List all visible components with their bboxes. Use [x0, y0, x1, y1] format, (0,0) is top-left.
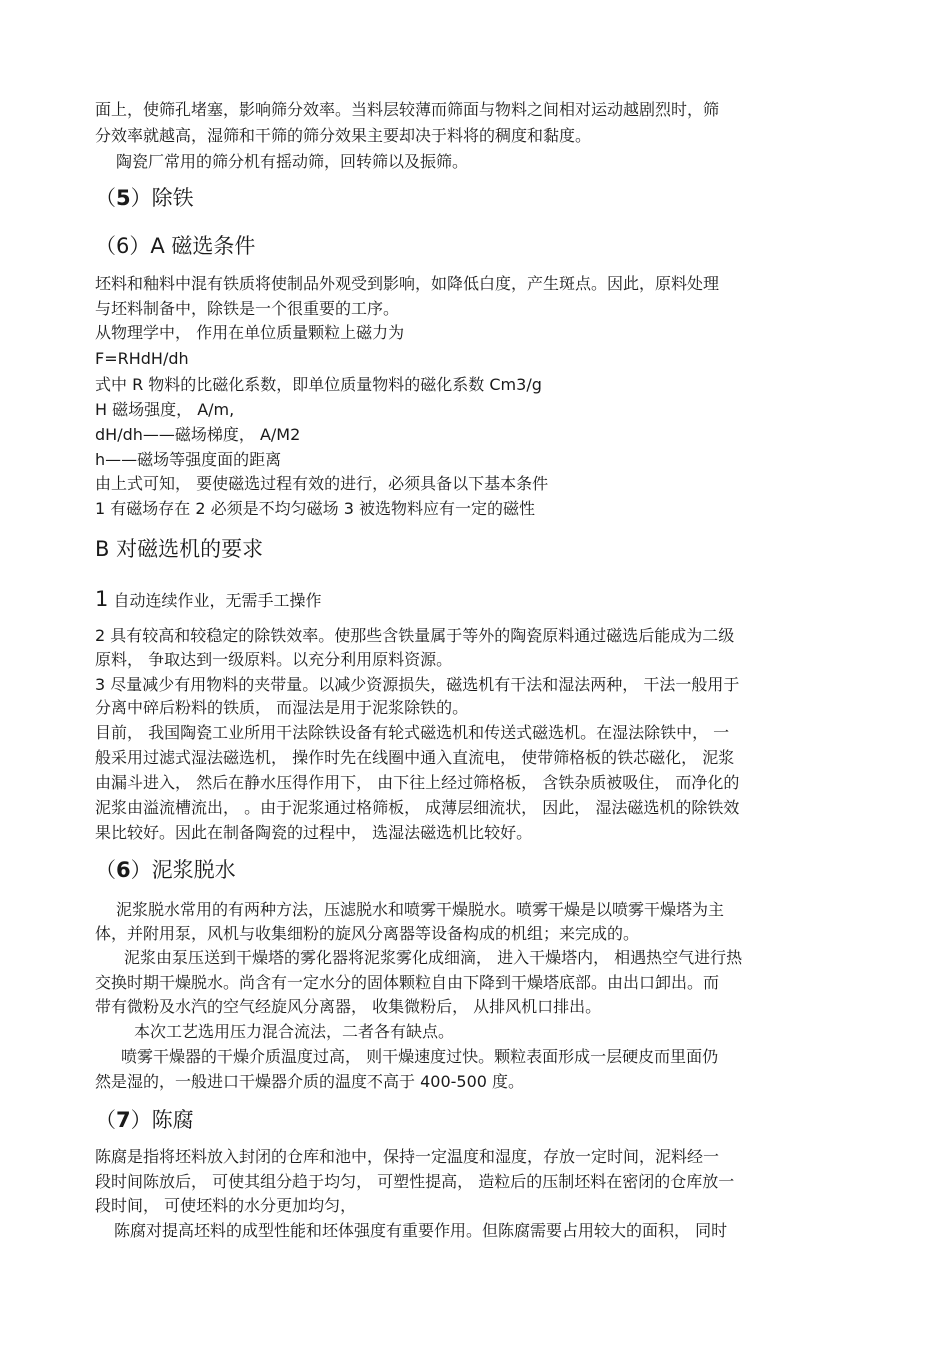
body-text-line: 原料， 争取达到一级原料。以充分利用原料资源。	[95, 650, 453, 669]
body-text-line: 泥浆由泵压送到干燥塔的雾化器将泥浆雾化成细滴， 进入干燥塔内， 相遇热空气进行热	[124, 948, 743, 967]
body-text-line: 式中 R 物料的比磁化系数，即单位质量物料的磁化系数 Cm3/g	[95, 375, 542, 394]
section-heading-6a: （6）A 磁选条件	[95, 234, 256, 258]
section-heading-5: （5）除铁	[95, 186, 194, 210]
body-text-line: 果比较好。因此在制备陶瓷的过程中， 选湿法磁选机比较好。	[95, 823, 533, 842]
body-text-line: 由上式可知， 要使磁选过程有效的进行，必须具备以下基本条件	[95, 474, 549, 493]
body-text-line: 分离中碎后粉料的铁质， 而湿法是用于泥浆除铁的。	[95, 698, 469, 717]
body-text-line: 1 有磁场存在 2 必须是不均匀磁场 3 被选物料应有一定的磁性	[95, 499, 535, 518]
body-text-line: 体，并附用泵，风机与收集细粉的旋风分离器等设备构成的机组；来完成的。	[95, 924, 640, 943]
body-text-line: H 磁场强度， A/m,	[95, 400, 235, 419]
body-text-line: 泥浆由溢流槽流出， 。由于泥浆通过格筛板， 成薄层细流状， 因此， 湿法磁选机的除铁效	[95, 798, 740, 817]
body-text-line: 泥浆脱水常用的有两种方法，压滤脱水和喷雾干燥脱水。喷雾干燥是以喷雾干燥塔为主	[116, 900, 725, 919]
body-text-line: 坯料和釉料中混有铁质将使制品外观受到影响，如降低白度，产生斑点。因此，原料处理	[95, 274, 720, 293]
body-text-line: 陈腐对提高坯料的成型性能和坯体强度有重要作用。但陈腐需要占用较大的面积， 同时	[114, 1221, 728, 1240]
body-text-line: dH/dh——磁场梯度， A/M2	[95, 425, 301, 444]
body-text-line: 目前， 我国陶瓷工业所用干法除铁设备有轮式磁选机和传送式磁选机。在湿法除铁中， 一	[95, 723, 730, 742]
body-text-line: 分效率就越高，湿筛和干筛的筛分效果主要却决于料将的稠度和黏度。	[95, 126, 592, 145]
body-text-line: 交换时期干燥脱水。尚含有一定水分的固体颗粒自由下降到干燥塔底部。由出口卸出。而	[95, 973, 720, 992]
formula-line: F=RHdH/dh	[95, 349, 189, 368]
body-text-line: 2 具有较高和较稳定的除铁效率。使那些含铁量属于等外的陶瓷原料通过磁选后能成为二级	[95, 626, 735, 645]
body-text-line: 本次工艺选用压力混合流法，二者各有缺点。	[134, 1022, 455, 1041]
section-heading-7: （7）陈腐	[95, 1108, 194, 1132]
body-text-line: 从物理学中， 作用在单位质量颗粒上磁力为	[95, 323, 405, 342]
body-text-line: 1 自动连续作业，无需手工操作	[95, 587, 322, 611]
body-text-line: 带有微粉及水汽的空气经旋风分离器， 收集微粉后， 从排风机口排出。	[95, 997, 602, 1016]
body-text-line: 陈腐是指将坯料放入封闭的仓库和池中，保持一定温度和湿度，存放一定时间，泥料经一	[95, 1147, 720, 1166]
body-text-line: 3 尽量减少有用物料的夹带量。以减少资源损失，磁选机有干法和湿法两种， 干法一般用于	[95, 675, 740, 694]
body-text-line: 然是湿的，一般进口干燥器介质的温度不高于 400-500 度。	[95, 1072, 525, 1091]
body-text-line: 由漏斗进入， 然后在静水压得作用下， 由下往上经过筛格板， 含铁杂质被吸住， 而净化的	[95, 773, 740, 792]
body-text-line: 般采用过滤式湿法磁选机， 操作时先在线圈中通入直流电， 使带筛格板的铁芯磁化， 泥浆	[95, 748, 735, 767]
body-text-line: 段时间， 可使坯料的水分更加均匀，	[95, 1196, 357, 1215]
body-text-line: h——磁场等强度面的距离	[95, 450, 282, 469]
section-heading-b: B 对磁选机的要求	[95, 537, 264, 561]
section-heading-6b: （6）泥浆脱水	[95, 858, 236, 882]
body-text-line: 陶瓷厂常用的筛分机有摇动筛，回转筛以及振筛。	[116, 152, 469, 171]
body-text-line: 面上，使筛孔堵塞，影响筛分效率。当料层较薄而筛面与物料之间相对运动越剧烈时，筛	[95, 100, 720, 119]
body-text-line: 段时间陈放后， 可使其组分趋于均匀， 可塑性提高， 造粒后的压制坯料在密闭的仓库放一	[95, 1172, 735, 1191]
body-text-line: 与坯料制备中，除铁是一个很重要的工序。	[95, 299, 400, 318]
body-text-line: 喷雾干燥器的干燥介质温度过高， 则干燥速度过快。颗粒表面形成一层硬皮而里面仍	[121, 1047, 719, 1066]
